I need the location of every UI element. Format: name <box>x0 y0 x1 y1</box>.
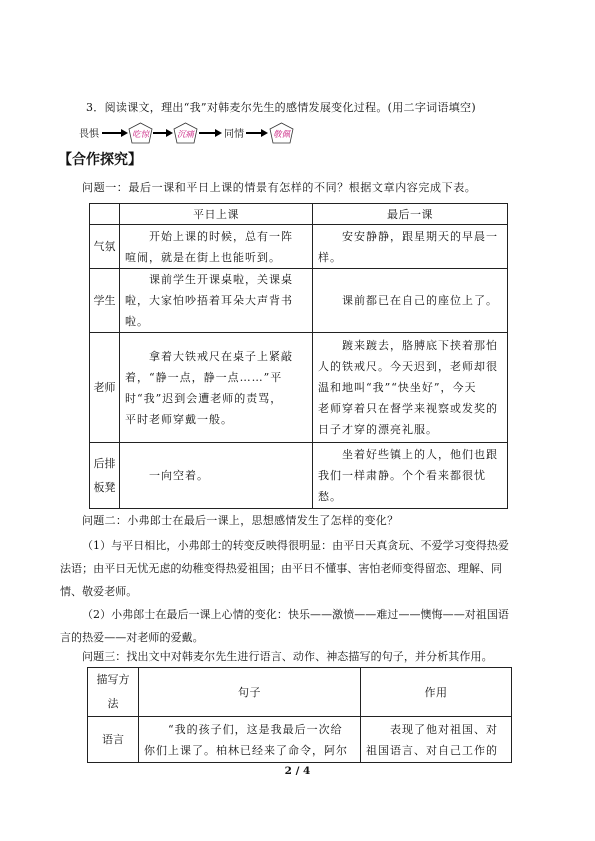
cell-line: 老师穿着只在督学来视察或发奖的 <box>318 402 498 415</box>
cell-line: 平时老师穿戴一般。 <box>125 412 233 426</box>
comparison-table <box>89 203 508 509</box>
table-row <box>90 269 508 333</box>
row-label: 后排 <box>93 456 116 470</box>
table-row <box>90 333 508 443</box>
table-header-row <box>90 204 508 225</box>
header-line: 描写方 <box>96 673 130 686</box>
row-label: 老师 <box>93 380 116 394</box>
cell-line: 日子才穿的漂亮礼服。 <box>318 423 438 436</box>
cell-line: 样。 <box>318 250 342 264</box>
cell-usual <box>120 269 313 333</box>
cell-line: 温和地叫“我”“快坐好”，今天 <box>318 381 477 394</box>
flow-arrow <box>102 129 128 137</box>
cell-effect <box>361 717 512 763</box>
row-label: 语言 <box>102 732 124 746</box>
header-blank-cell <box>90 204 120 225</box>
arrow-head <box>215 129 222 137</box>
exercise-3-prompt: 3．阅读课文，理出“我”对韩麦尔先生的感情发展变化过程。(用二字词语填空) <box>86 101 476 114</box>
answer-word-3: 敬佩 <box>272 130 291 140</box>
flow-arrow <box>246 129 268 137</box>
paragraph-line: （1）与平日相比，小弗郎士的转变反映得很明显：由平日天真贪玩、不爱学习变得热爱 <box>82 539 509 552</box>
section-title: 【合作探究】 <box>58 152 142 168</box>
cell-line: 愁。 <box>318 490 342 503</box>
cell-line: 课前都已在自己的座位上了。 <box>342 294 498 307</box>
paragraph-line: 言的热爱——对老师的爱戴。 <box>60 631 204 644</box>
paragraph-line: 法语；由平日无忧无虑的幼稚变得热爱祖国；由平日不懂事、害怕老师变得留恋、理解、同 <box>60 562 502 575</box>
cell-line: 课前学生开课桌啦，关课桌 <box>149 273 293 286</box>
cell-last <box>313 225 508 269</box>
header-line: 法 <box>107 697 119 710</box>
paragraph-line: （2）小弗郎士在最后一课上心情的变化：快乐——激愤——难过——懊悔——对祖国语 <box>82 608 509 621</box>
page-number: 2 / 4 <box>284 765 311 777</box>
cell-line: 喧闹，就是在街上也能听到。 <box>125 250 281 264</box>
description-table <box>87 667 512 763</box>
cell-usual <box>120 225 313 269</box>
cell-line: 时“我”迟到会遭老师的责骂， <box>125 391 283 405</box>
row-label-cell <box>90 333 120 443</box>
cell-line: 啦。 <box>125 315 149 328</box>
row-label-cell <box>90 225 120 269</box>
cell-line: 啦，大家怕吵捂着耳朵大声背书 <box>125 294 293 307</box>
cell-usual <box>120 443 313 509</box>
cell-line: 祖国语言、对自己工作的 <box>366 743 498 757</box>
cell-line: 我们一样肃静。个个看来都很忧 <box>318 469 486 482</box>
flow-start-word: 畏惧 <box>79 129 99 140</box>
flow-middle-word: 同情 <box>224 129 244 140</box>
cell-line: 人的铁戒尺。今天迟到，老师却很 <box>318 360 498 373</box>
answer-word-2: 沉痛 <box>176 130 195 140</box>
header-effect: 作用 <box>361 668 512 717</box>
question-1: 问题一：最后一课和平日上课的情景有怎样的不同？根据文章内容完成下表。 <box>82 181 477 194</box>
table-row <box>88 717 512 763</box>
cell-line: 一向空着。 <box>149 469 209 482</box>
table-header-row <box>88 668 512 717</box>
cell-line: 坐着好些镇上的人，他们也跟 <box>342 448 498 461</box>
row-label: 学生 <box>93 293 116 307</box>
flow-arrow <box>199 129 222 137</box>
cell-line: 拿着大铁戒尺在桌子上紧敲 <box>149 349 293 363</box>
arrow-head <box>261 129 268 137</box>
table-row <box>90 443 508 509</box>
header-method <box>88 668 139 717</box>
question-3: 问题三：找出文中对韩麦尔先生进行语言、动作、神态描写的句子，并分析其作用。 <box>82 650 493 663</box>
cell-usual <box>120 333 313 443</box>
cell-line: 你们上课了。柏林已经来了命令，阿尔 <box>144 743 348 757</box>
arrow-head <box>121 129 128 137</box>
row-label: 板凳 <box>93 480 116 494</box>
cell-line: 着，“静一点，静一点……”平 <box>125 370 283 384</box>
arrow-head <box>166 129 173 137</box>
cell-sentence <box>139 717 361 763</box>
row-label-cell <box>88 717 139 763</box>
row-label-cell <box>90 269 120 333</box>
question-2: 问题二：小弗郎士在最后一课上，思想感情发生了怎样的变化？ <box>82 514 399 527</box>
cell-last <box>313 333 508 443</box>
cell-line: 安安静静，跟星期天的早晨一 <box>342 229 498 243</box>
flow-arrow <box>153 129 173 137</box>
header-usual: 平日上课 <box>120 204 313 225</box>
header-last: 最后一课 <box>313 204 508 225</box>
row-label: 气氛 <box>93 239 116 253</box>
cell-last <box>313 269 508 333</box>
answer-point-2 <box>60 603 509 649</box>
paragraph-line: 情、敬爱老师。 <box>60 585 138 598</box>
answer-word-1: 吃惊 <box>131 130 150 140</box>
cell-line: “我的孩子们，这是我最后一次给 <box>168 722 343 736</box>
cell-line: 开始上课的时候，总有一阵 <box>149 229 293 243</box>
cell-line: 踱来踱去，胳膊底下挟着那怕 <box>342 339 498 352</box>
row-label-cell <box>90 443 120 509</box>
emotion-flow-diagram <box>76 122 302 144</box>
cell-last <box>313 443 508 509</box>
answer-point-1 <box>60 534 509 603</box>
cell-line: 表现了他对祖国、对 <box>390 722 498 736</box>
table-row <box>90 225 508 269</box>
header-sentence: 句子 <box>139 668 361 717</box>
